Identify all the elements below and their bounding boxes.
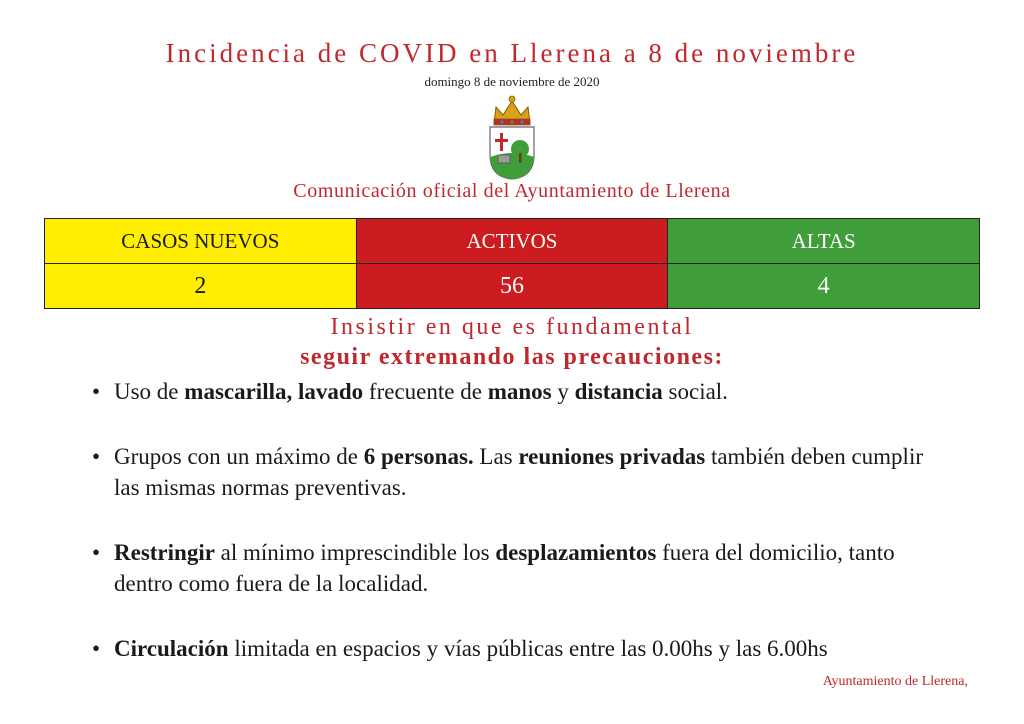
rule-text: Las bbox=[473, 444, 519, 469]
rule-text: Uso de bbox=[114, 379, 185, 404]
discharged-value: 4 bbox=[668, 264, 980, 309]
page-title: Incidencia de COVID en Llerena a 8 de noviembre bbox=[165, 38, 859, 68]
rule-groups bbox=[88, 441, 938, 503]
footer-signature: Ayuntamiento de Llerena, bbox=[822, 674, 968, 689]
discharged-label: ALTAS bbox=[668, 219, 980, 264]
covid-stats-table bbox=[44, 218, 980, 309]
rule-bold: manos bbox=[487, 379, 552, 404]
new-cases-value: 2 bbox=[45, 264, 357, 309]
official-communique: Comunicación oficial del Ayuntamiento de Llerena bbox=[293, 180, 731, 202]
rule-text: limitada en espacios y vías públicas entre las 0.00hs y las 6.00hs bbox=[228, 636, 828, 661]
rule-bold: Restringir bbox=[114, 540, 215, 565]
rule-travel bbox=[88, 537, 938, 599]
coat-of-arms-icon bbox=[486, 93, 538, 181]
stats-values-row bbox=[45, 264, 980, 309]
rules-list bbox=[88, 376, 938, 664]
date-line: domingo 8 de noviembre de 2020 bbox=[424, 74, 600, 89]
rule-text: social. bbox=[662, 379, 728, 404]
rule-hygiene bbox=[88, 376, 938, 407]
rule-bold: 6 personas. bbox=[363, 444, 474, 469]
insist-message: Insistir en que es fundamental bbox=[330, 314, 694, 340]
active-cases-label: ACTIVOS bbox=[356, 219, 668, 264]
active-cases-value: 56 bbox=[356, 264, 668, 309]
rule-text: fuera del domicilio, tanto dentro como fuera de la localidad. bbox=[114, 540, 895, 596]
new-cases-label: CASOS NUEVOS bbox=[45, 219, 357, 264]
rule-curfew bbox=[88, 633, 938, 664]
rule-bold: distancia bbox=[574, 379, 663, 404]
rule-bold: desplazamientos bbox=[495, 540, 657, 565]
rule-text: Grupos con un máximo de bbox=[114, 444, 364, 469]
rule-bold: mascarilla, lavado bbox=[184, 379, 364, 404]
rule-text: también deben cumplir las mismas normas preventivas. bbox=[114, 444, 923, 500]
rule-bold: Circulación bbox=[114, 636, 229, 661]
rule-text: y bbox=[551, 379, 575, 404]
stats-header-row bbox=[45, 219, 980, 264]
rule-text: al mínimo imprescindible los bbox=[214, 540, 496, 565]
precautions-message: seguir extremando las precauciones: bbox=[300, 344, 724, 370]
rule-bold: reuniones privadas bbox=[518, 444, 706, 469]
rule-text: frecuente de bbox=[363, 379, 488, 404]
